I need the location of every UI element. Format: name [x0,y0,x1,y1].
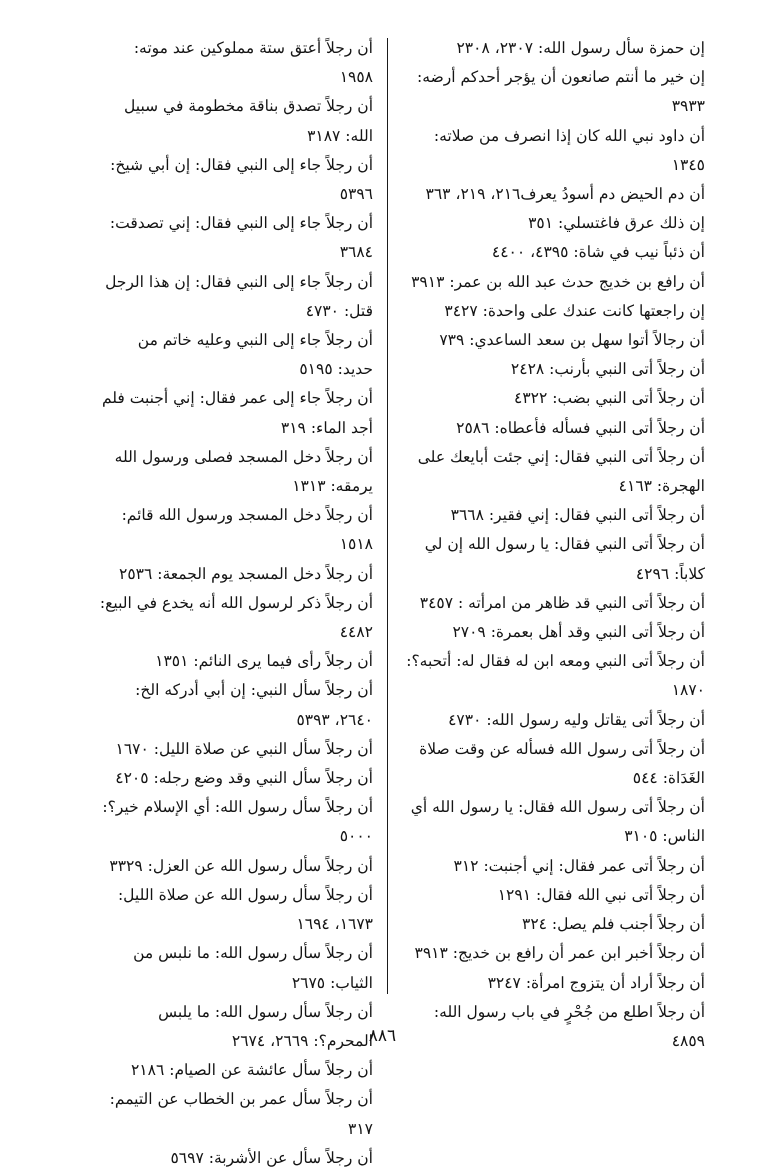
index-entry: أن رجلاً دخل المسجد ورسول الله قائم: ١٥١٨ [121,506,373,554]
index-entry: أن رجلاً أتى النبي فسأله فأعطاه: ٢٥٨٦ [456,418,705,437]
index-entry: أن رجلاً جاء إلى النبي فقال: إن أبي شيخ: ٥٣٩٦ [110,155,373,204]
index-entry: أن رجلاً أتى عمر فقال: إني أجنبت: ٣١٢ [453,856,705,875]
index-entry: أن رجلاً أتى النبي فقال: إني جئت أبايعك على الهجرة: ٤١٦٣ [417,447,705,496]
index-entry: إن ذلك عرق فاغتسلي: ٣٥١ [528,214,705,233]
index-entry: إن خير ما أنتم صانعون أن يؤجر أحدكم أرضه: ٣٩٣٣ [417,68,705,116]
index-entry: أن رجلاً جاء إلى عمر فقال: إني أجنبت فلم أجد الماء: ٣١٩ [101,389,373,437]
index-entry: أن رجلاً سأل رسول الله: ما يلبس المحرم؟: ٢٦٦٩، ٢٦٧٤ [158,1002,373,1050]
index-entry: إن راجعتها كانت عندك على واحدة: ٣٤٢٧ [444,301,705,320]
index-entry: أن رجلاً ذكر لرسول الله أنه يخدع في البيع: ٤٤٨٢ [99,593,373,642]
index-entry: أن رجلاً أتى النبي فقال: إني فقير: ٣٦٦٨ [450,506,705,525]
index-entry: أن رجلاً سأل رسول الله عن العزل: ٣٣٢٩ [109,856,373,875]
index-entry: أن رجلاً أعتق ستة مملوكين عند موته: ١٩٥٨ [133,39,373,87]
index-entry: أن رجلاً أتى يقاتل وليه رسول الله: ٤٧٣٠ [448,710,705,729]
index-entry: أن رجلاً جاء إلى النبي فقال: إن هذا الرجل قتل: ٤٧٣٠ [105,272,373,320]
index-entry: أن رجلاً سأل النبي: إن أبي أدركه الخ: ٢٦٤٠، ٥٣٩٣ [135,681,373,729]
index-entry: أن رجلاً تصدق بناقة مخطومة في سبيل الله: ٣١٨٧ [124,97,373,145]
column-divider [387,38,388,994]
page-number: ٨٨٦ [368,1026,397,1046]
index-entry: أن رجلاً جاء إلى النبي فقال: إني تصدقت: ٣٦٨٤ [109,214,373,262]
index-entry: أن رجلاً دخل المسجد يوم الجمعة: ٢٥٣٦ [119,564,373,583]
index-entry: أن رجلاً أتى النبي بضب: ٤٣٢٢ [514,389,705,408]
index-entry: أن رجلاً اطلع من جُحْرٍ في باب رسول الله: ٤٨٥٩ [433,1002,705,1050]
index-entry: أن رجلاً سأل عن الأشربة: ٥٦٩٧ [170,1148,373,1167]
index-entry: أن رجلاً سأل رسول الله: ما نلبس من الثياب: ٢٦٧٥ [133,944,373,992]
index-entry: أن رجلاً سأل النبي وقد وضع رجله: ٤٢٠٥ [115,769,373,788]
index-entry: أن رجالاً أتوا سهل بن سعد الساعدي: ٧٣٩ [439,331,705,350]
index-entry: أن رجلاً أجنب فلم يصل: ٣٢٤ [522,915,705,934]
index-entry: أن رجلاً أتى النبي ومعه ابن له فقال له: أتحبه؟: ١٨٧٠ [406,652,705,700]
index-entry: أن رجلاً أتى نبي الله فقال: ١٢٩١ [497,885,705,904]
index-entry: أن رجلاً أتى النبي فقال: يا رسول الله إن لي كلاباً: ٤٢٩٦ [424,535,705,583]
index-entry: أن رجلاً سأل رسول الله عن صلاة الليل: ١٦٧٣، ١٦٩٤ [117,885,373,934]
index-entry: أن رجلاً سأل رسول الله: أي الإسلام خير؟: ٥٠٠٠ [102,798,373,846]
index-entry: أن داود نبي الله كان إذا انصرف من صلاته: ١٣٤٥ [433,126,705,174]
index-entry: أن رجلاً أتى رسول الله فسأله عن وقت صلاة الغَدَاة: ٥٤٤ [419,739,705,788]
index-entry: أن رجلاً أتى النبي وقد أهل بعمرة: ٢٧٠٩ [452,623,705,642]
left-column [98,34,373,1173]
index-entry: أن رجلاً سأل عمر بن الخطاب عن التيمم: ٣١٧ [109,1090,373,1138]
index-entry: أن رجلاً أتى رسول الله فقال: يا رسول الله أي الناس: ٣١٠٥ [410,798,705,846]
index-entry: أن رجلاً سأل عائشة عن الصيام: ٢١٨٦ [130,1061,373,1080]
index-entry: أن دم الحيض دم أسودُ يعرف٢١٦، ٢١٩، ٣٦٣ [425,185,705,204]
index-entry: أن رجلاً دخل المسجد فصلى ورسول الله يرمقه: ١٣١٣ [114,447,373,496]
index-entry: أن رجلاً أتى النبي قد ظاهر من امرأته : ٣٤٥٧ [419,593,705,612]
index-entry: أن رجلاً أخبر ابن عمر أن رافع بن خديج: ٣٩١٣ [414,944,705,963]
index-entry: أن رجلاً سأل النبي عن صلاة الليل: ١٦٧٠ [115,739,373,758]
index-entry: أن رجلاً أتى النبي بأرنب: ٢٤٢٨ [510,360,705,379]
right-column [397,34,705,1056]
index-entry: أن رجلاً أراد أن يتزوج امرأة: ٣٢٤٧ [487,973,705,992]
index-entry: أن رجلاً جاء إلى النبي وعليه خاتم من حديد: ٥١٩٥ [137,331,373,379]
index-entry: أن ذئباً نيب في شاة: ٤٣٩٥، ٤٤٠٠ [491,243,705,262]
index-entry: أن رجلاً رأى فيما يرى النائم: ١٣٥١ [155,652,373,671]
index-entry: إن حمزة سأل رسول الله: ٢٣٠٧، ٢٣٠٨ [456,39,705,57]
index-entry: أن رافع بن خديج حدث عبد الله بن عمر: ٣٩١٣ [411,272,705,291]
